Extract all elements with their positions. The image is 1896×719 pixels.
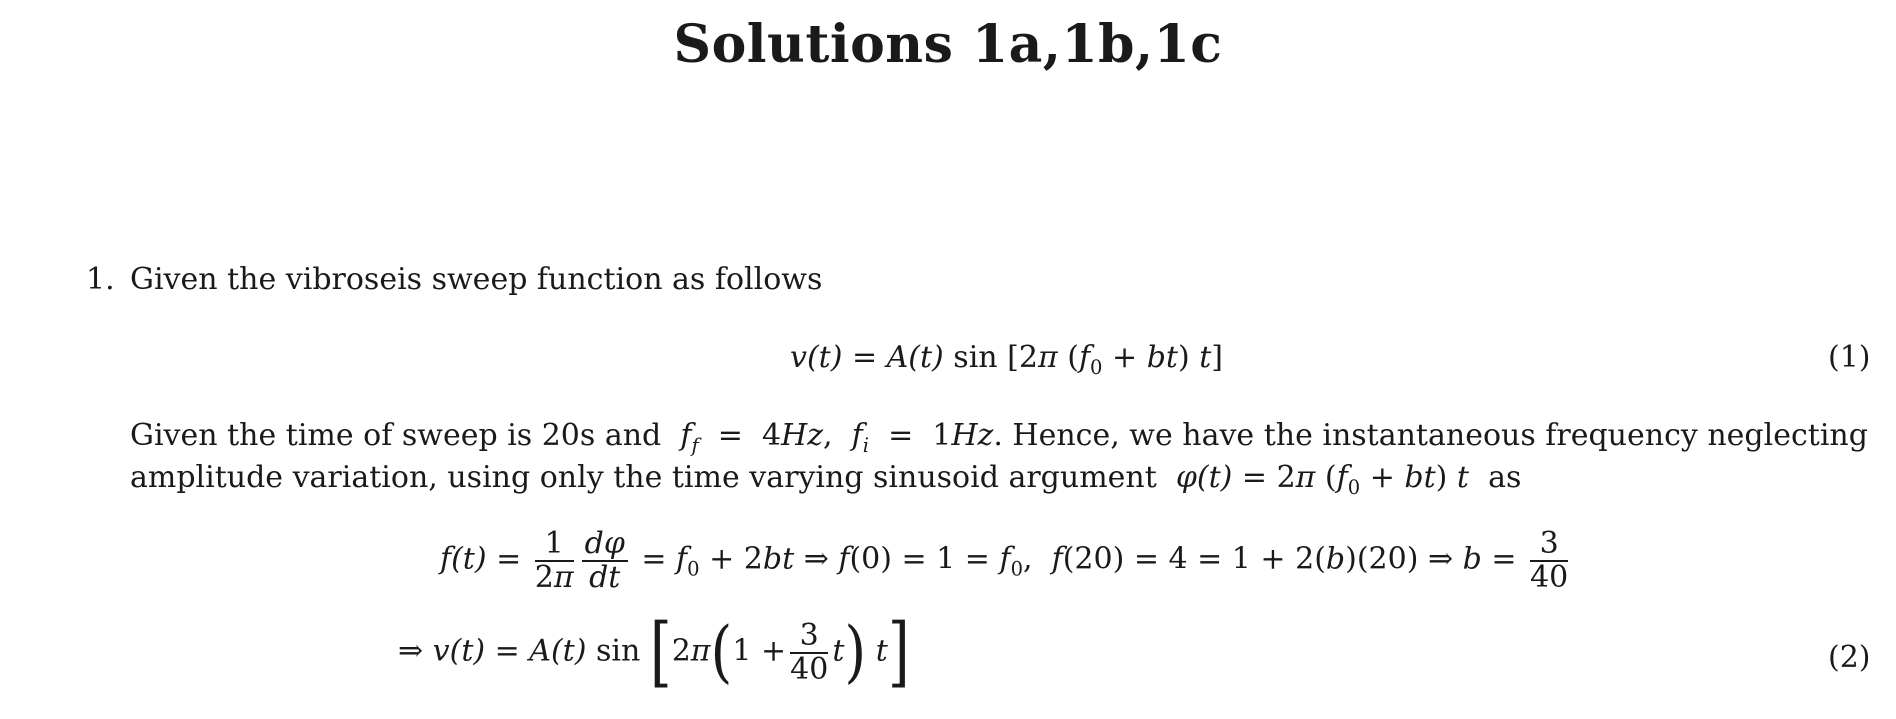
problem-number: 1.	[86, 262, 115, 297]
problem-intro: Given the vibroseis sweep function as follows	[130, 262, 823, 297]
equation-1-number: (1)	[1828, 340, 1871, 375]
fraction-three-over-forty: $\frac{3}{40}$	[1530, 526, 1569, 595]
fraction-dphi-dt: $\frac{d\varphi}{dt}$	[582, 528, 628, 593]
sweep-frequencies: $f_f = 4Hz$, $f_i = 1Hz$	[670, 418, 994, 457]
page-title: Solutions 1a,1b,1c	[673, 14, 1223, 75]
paragraph-line-1	[130, 418, 1880, 457]
equation-1: v(t) = A(t) sin [2π $(f_0 + bt)$ t]	[790, 340, 1223, 379]
equation-2-line-1: f(t) = $\frac{1}{2\pi}$ $\frac{d\varphi}{dt}$ = $f_0 + 2bt$ ⇒ $f(0) = 1 = f_0$, f(20) = 4 = 1 + 2(b)(20) ⇒ b = $\frac{3}{40}$	[440, 526, 1569, 595]
paragraph-line-1-start: Given the time of sweep is 20s and	[130, 418, 662, 453]
equation-2-number: (2)	[1828, 640, 1871, 675]
fraction-one-over-two-pi: $\frac{1}{2\pi}$	[534, 526, 574, 595]
phase-argument: φ(t) = 2π $(f_0 + bt)$ t	[1166, 460, 1479, 499]
paragraph-line-2	[130, 460, 1521, 499]
paragraph-line-2-end: as	[1488, 460, 1522, 495]
paragraph-line-2-start: amplitude variation, using only the time varying sinusoid argument	[130, 460, 1157, 495]
equation-2-line-2: ⇒ v(t) = A(t) sin [2π(1 + $\frac{3}{40}$ t) t]	[398, 607, 910, 696]
paragraph-line-1-end: . Hence, we have the instantaneous frequency neglecting	[993, 418, 1868, 453]
